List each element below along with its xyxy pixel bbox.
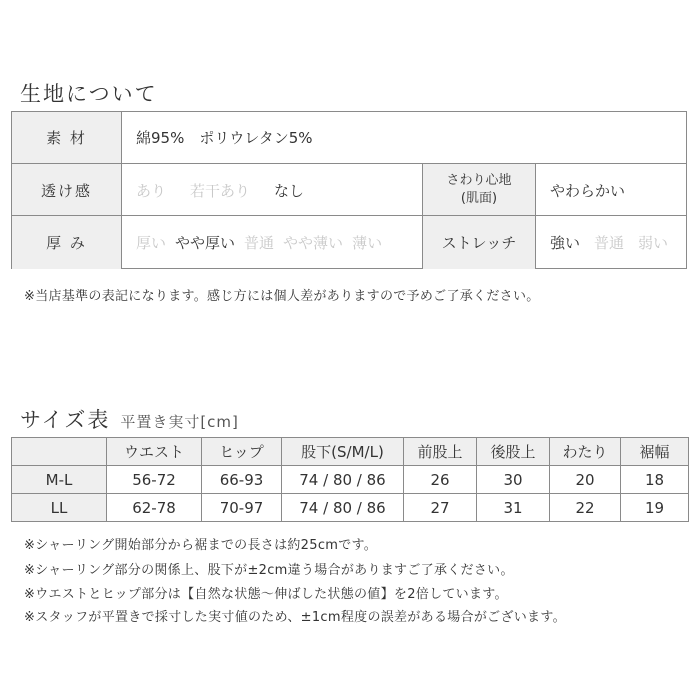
table-cell: 22 bbox=[550, 494, 621, 522]
size-note: ※スタッフが平置きで採寸した実寸値のため、±1cm程度の誤差がある場合がございます。 bbox=[24, 610, 566, 625]
size-section-title bbox=[20, 404, 239, 434]
thickness-option: 厚い bbox=[136, 234, 167, 252]
stretch-option: 弱い bbox=[638, 234, 669, 252]
fabric-table bbox=[11, 111, 687, 269]
size-note: ※シャーリング開始部分から裾までの長さは約25cmです。 bbox=[24, 538, 378, 553]
table-cell: 18 bbox=[621, 466, 689, 494]
thickness-label: 厚 み bbox=[12, 216, 122, 269]
fabric-section-title: 生地について bbox=[20, 82, 158, 106]
fabric-note: ※当店基準の表記になります。感じ方には個人差がありますので予めご了承ください。 bbox=[24, 289, 540, 304]
thickness-options bbox=[136, 216, 421, 269]
stretch-option-selected: 強い bbox=[550, 234, 581, 252]
sheerness-option-selected: なし bbox=[274, 181, 305, 200]
thickness-option-selected: やや厚い bbox=[175, 234, 236, 252]
size-row-label: LL bbox=[12, 494, 107, 522]
material-value: 綿95% ポリウレタン5% bbox=[136, 129, 313, 147]
texture-label bbox=[422, 164, 536, 216]
texture-label-line2: (肌面) bbox=[460, 191, 498, 206]
size-header-cell: わたり bbox=[550, 438, 621, 466]
table-cell: 56-72 bbox=[107, 466, 202, 494]
size-header-cell: 股下(S/M/L) bbox=[282, 438, 404, 466]
size-header-cell bbox=[12, 438, 107, 466]
size-header-cell: ヒップ bbox=[202, 438, 282, 466]
table-cell: 62-78 bbox=[107, 494, 202, 522]
table-cell: 19 bbox=[621, 494, 689, 522]
stretch-label: ストレッチ bbox=[422, 216, 536, 269]
sheerness-option: 若干あり bbox=[190, 181, 251, 200]
size-table bbox=[11, 437, 689, 522]
size-title-text: サイズ表 bbox=[20, 408, 111, 432]
table-cell: 74 / 80 / 86 bbox=[282, 466, 404, 494]
table-cell: 31 bbox=[477, 494, 550, 522]
thickness-option: やや薄い bbox=[283, 234, 344, 252]
table-cell: 74 / 80 / 86 bbox=[282, 494, 404, 522]
size-subtitle: 平置き実寸[cm] bbox=[120, 413, 239, 431]
size-header-cell: 前股上 bbox=[404, 438, 477, 466]
table-row bbox=[12, 494, 689, 522]
size-note: ※ウエストとヒップ部分は【自然な状態〜伸ばした状態の値】を2倍しています。 bbox=[24, 587, 508, 602]
table-cell: 26 bbox=[404, 466, 477, 494]
size-row-label: M-L bbox=[12, 466, 107, 494]
size-header-cell: 裾幅 bbox=[621, 438, 689, 466]
texture-value: やわらかい bbox=[550, 181, 626, 200]
texture-label-line1: さわり心地 bbox=[446, 173, 512, 188]
table-cell: 20 bbox=[550, 466, 621, 494]
table-cell: 30 bbox=[477, 466, 550, 494]
sheerness-options bbox=[136, 164, 421, 216]
thickness-option: 普通 bbox=[244, 234, 275, 252]
table-row bbox=[12, 466, 689, 494]
stretch-options bbox=[550, 216, 686, 269]
material-label: 素 材 bbox=[12, 112, 122, 163]
size-header-cell: ウエスト bbox=[107, 438, 202, 466]
fabric-row-sheerness bbox=[12, 163, 686, 216]
fabric-row-thickness bbox=[12, 215, 686, 269]
size-header-cell: 後股上 bbox=[477, 438, 550, 466]
table-cell: 66-93 bbox=[202, 466, 282, 494]
sheerness-label: 透け感 bbox=[12, 164, 122, 216]
table-cell: 70-97 bbox=[202, 494, 282, 522]
stretch-option: 普通 bbox=[594, 234, 625, 252]
size-note: ※シャーリング部分の関係上、股下が±2cm違う場合がありますご了承ください。 bbox=[24, 563, 514, 578]
fabric-row-material bbox=[12, 112, 686, 163]
table-cell: 27 bbox=[404, 494, 477, 522]
size-table-header-row bbox=[12, 438, 689, 466]
thickness-option: 薄い bbox=[352, 234, 383, 252]
sheerness-option: あり bbox=[136, 181, 167, 200]
